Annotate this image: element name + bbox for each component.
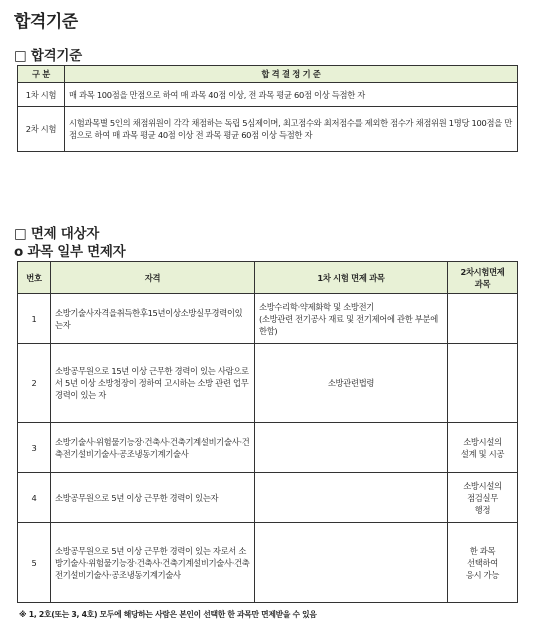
row-second-exempt [448, 294, 518, 344]
row-qualification: 소방기술사·위험물기능장·건축사·건축기계설비기술사·건축전기설비기술사·공조냉동기계기술사 [51, 423, 255, 473]
row-number: 5 [18, 523, 51, 603]
table-row [18, 83, 518, 107]
col-header-first-exempt: 1차 시험 면제 과목 [255, 262, 448, 294]
row-criteria: 시험과목별 5인의 채점위원이 각각 채점하는 독립 5심제이며, 최고점수와 최저점수를 제외한 점수가 채점위원 1명당 100점을 만점으로 하여 매 과목 평균 40점 이상 전 과목 평균 60점 이상 득점한 자 [65, 107, 518, 152]
row-second-exempt: 소방시설의 점검실무 행정 [448, 473, 518, 523]
row-number: 4 [18, 473, 51, 523]
table-row [18, 423, 518, 473]
table-row [18, 344, 518, 423]
footnote: ※ 1, 2호(또는 3, 4호) 모두에 해당하는 사람은 본인이 선택한 한 과목만 면제받을 수 있음 [19, 610, 317, 619]
col-header-qualification: 자격 [51, 262, 255, 294]
row-label: 2차 시험 [18, 107, 65, 152]
row-first-exempt: 소방관련법령 [255, 344, 448, 423]
row-second-exempt: 한 과목 선택하여 응시 가능 [448, 523, 518, 603]
table-row [18, 294, 518, 344]
row-second-exempt: 소방시설의 설계 및 시공 [448, 423, 518, 473]
row-criteria: 매 과목 100점을 만점으로 하여 매 과목 40점 이상, 전 과목 평균 60점 이상 득점한 자 [65, 83, 518, 107]
row-qualification: 소방공무원으로 5년 이상 근무한 경력이 있는 자로서 소방기술사·위험물기능장·건축사·건축기계설비기술사·건축전기설비기술사·공조냉동기계기술사 [51, 523, 255, 603]
row-qualification: 소방공무원으로 5년 이상 근무한 경력이 있는자 [51, 473, 255, 523]
pass-criteria-heading: □ 합격기준 [14, 48, 82, 64]
row-number: 3 [18, 423, 51, 473]
row-first-exempt [255, 423, 448, 473]
row-second-exempt [448, 344, 518, 423]
exemption-heading: □ 면제 대상자 [14, 226, 99, 242]
table-row [18, 473, 518, 523]
row-number: 2 [18, 344, 51, 423]
col-header-category: 구 분 [18, 66, 65, 83]
col-header-number: 번호 [18, 262, 51, 294]
page-title: 합격기준 [14, 12, 78, 32]
partial-exemption-subheading: o 과목 일부 면제자 [14, 244, 126, 260]
row-first-exempt [255, 473, 448, 523]
col-header-criteria: 합 격 결 정 기 준 [65, 66, 518, 83]
pass-criteria-table [17, 65, 518, 152]
row-first-exempt: 소방수리학·약제화학 및 소방전기 (소방관련 전기공사 재료 및 전기제어에 관한 부분에 한함) [255, 294, 448, 344]
row-first-exempt [255, 523, 448, 603]
row-label: 1차 시험 [18, 83, 65, 107]
row-qualification: 소방기술사자격을취득한후15년이상소방실무경력이있는자 [51, 294, 255, 344]
col-header-second-exempt: 2차시험면제 과목 [448, 262, 518, 294]
row-number: 1 [18, 294, 51, 344]
row-qualification: 소방공무원으로 15년 이상 근무한 경력이 있는 사람으로서 5년 이상 소방청장이 정하여 고시하는 소방 관련 업무 경력이 있는 자 [51, 344, 255, 423]
table-row [18, 523, 518, 603]
exemption-table [17, 261, 518, 603]
table-row [18, 107, 518, 152]
